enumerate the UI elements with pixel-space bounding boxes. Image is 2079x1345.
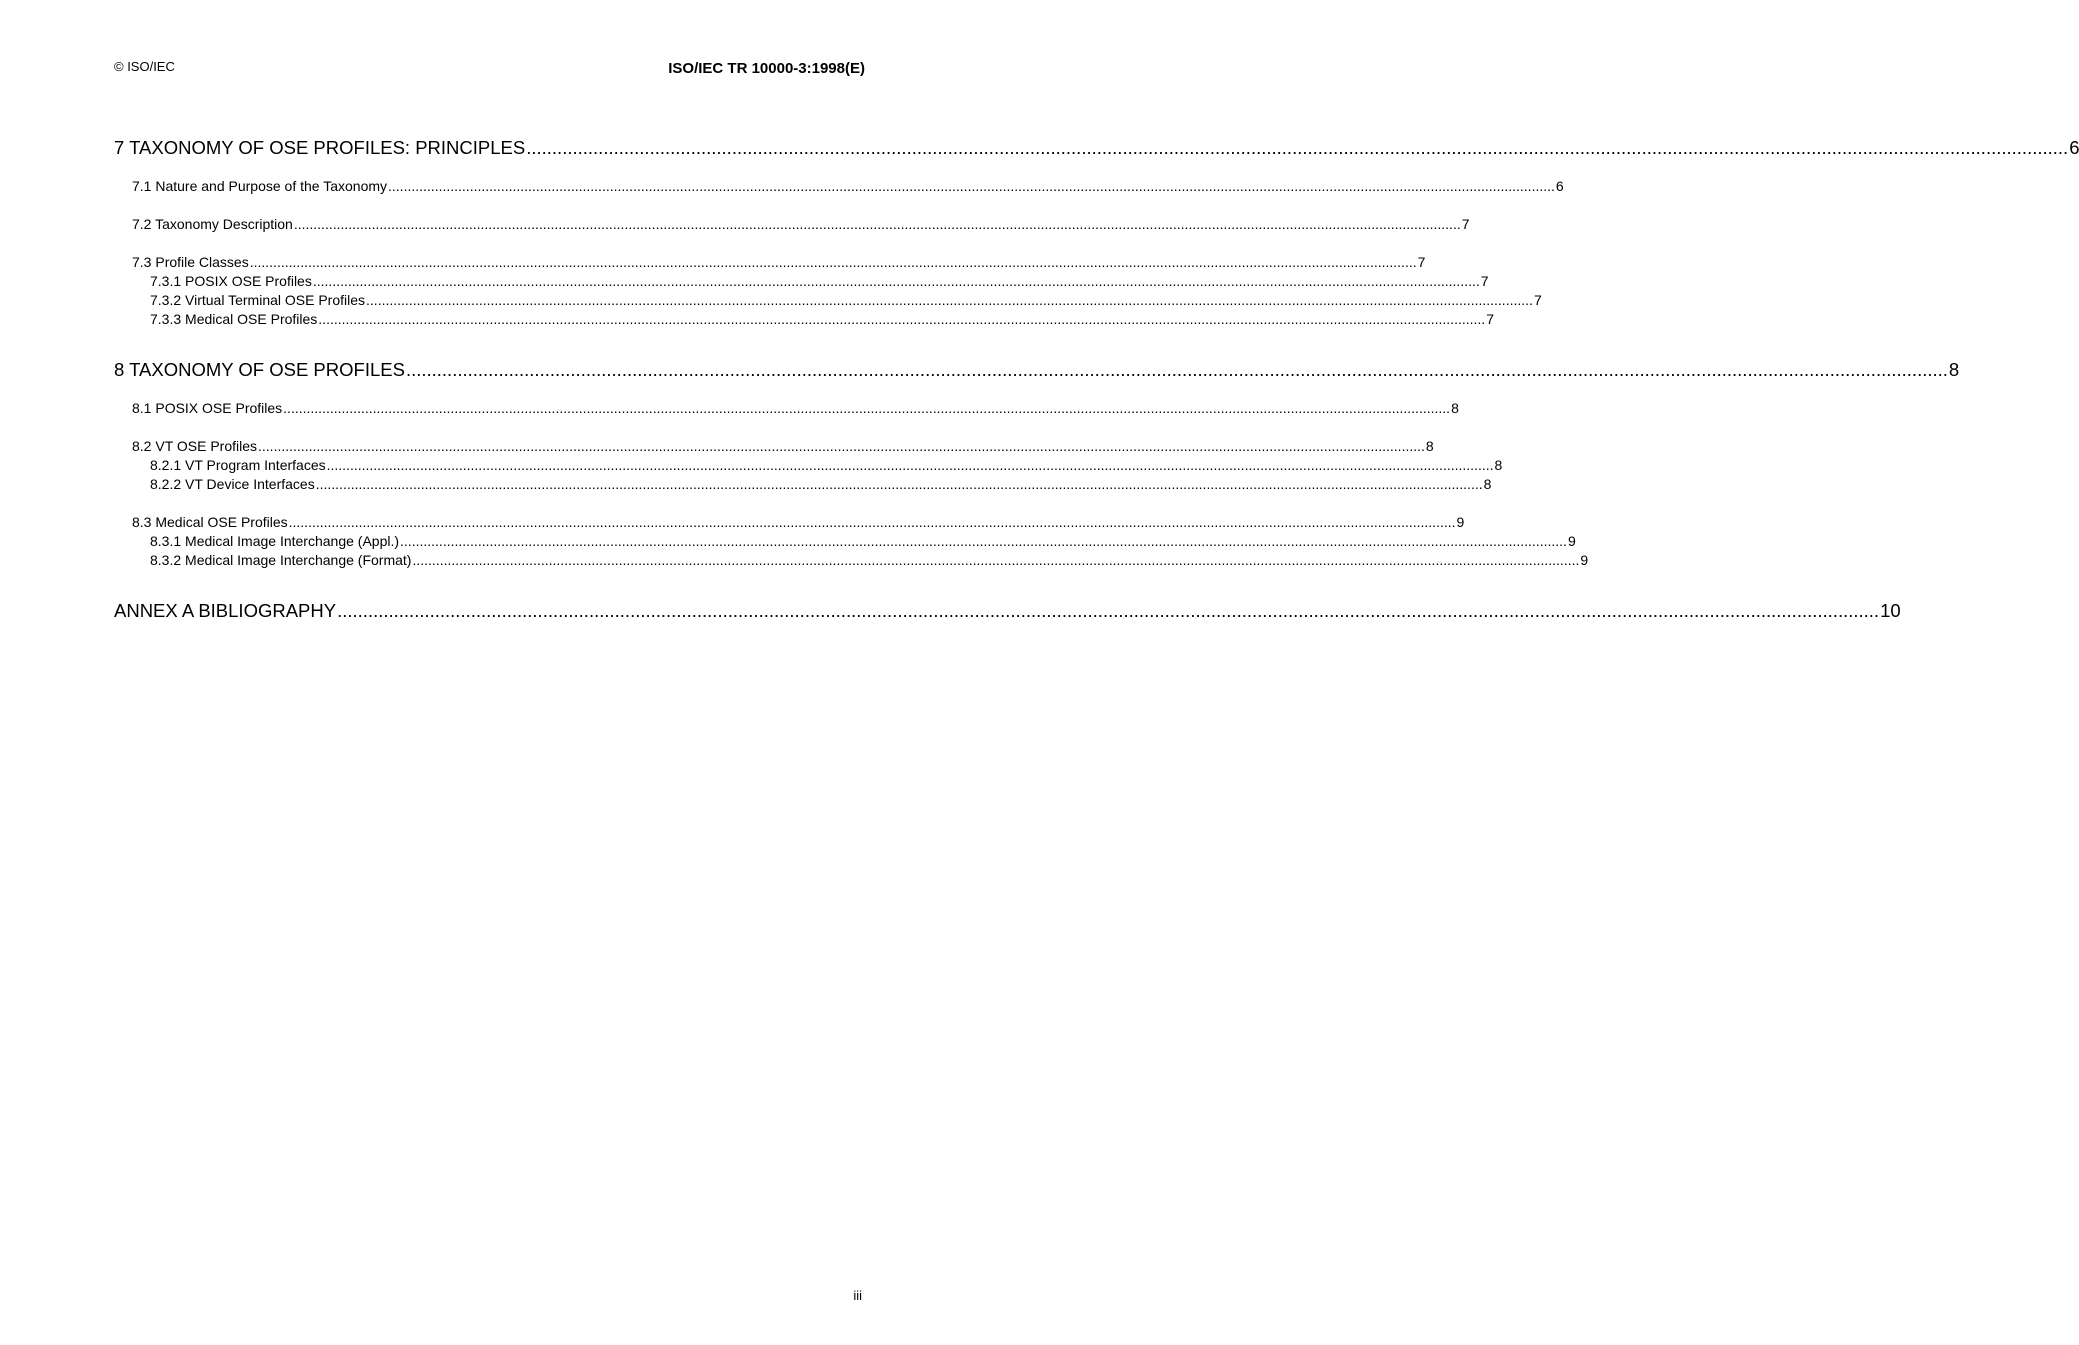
toc-entry-page: 8 <box>1451 400 1459 416</box>
toc-leader-dots: ............................................................................................................................................................................................................................................................................................................ <box>366 292 1533 308</box>
toc-entry-page: 9 <box>1580 552 1589 568</box>
toc-entry-page: 7 <box>1533 292 1542 308</box>
toc-leader-dots: ............................................................................................................................................................................................................................................................................................................ <box>388 178 1555 194</box>
toc-entry-title: ANNEX A BIBLIOGRAPHY <box>114 600 337 621</box>
toc-entry-8-2[interactable] <box>114 437 1434 456</box>
toc-entry-title: 8.2.1 VT Program Interfaces <box>150 457 326 473</box>
toc-leader-dots: ............................................................................................................................................................................................................................................................................................................ <box>318 311 1486 327</box>
toc-entry-title: 8 TAXONOMY OF OSE PROFILES <box>114 359 405 380</box>
toc-entry-8-1[interactable] <box>114 399 1459 418</box>
page-number: iii <box>853 1288 862 1303</box>
toc-entry-8-3-2[interactable] <box>114 551 1589 570</box>
toc-entry-page: 7 <box>1486 311 1494 327</box>
toc-entry-7-3[interactable] <box>114 253 1426 272</box>
toc-entry-title: 8.3 Medical OSE Profiles <box>132 514 288 530</box>
toc-leader-dots: ............................................................................................................................................................................................................................................................................................................ <box>283 400 1451 416</box>
toc-entry-title: 8.3.2 Medical Image Interchange (Format) <box>150 552 412 568</box>
toc-entry-7-3-2[interactable] <box>114 291 1542 310</box>
toc-entry-page: 9 <box>1567 533 1576 549</box>
toc-entry-8[interactable] <box>114 358 1960 382</box>
toc-leader-dots: ............................................................................................................................................................................................................................................................................................................ <box>526 137 2069 158</box>
toc-entry-title: 7.3.2 Virtual Terminal OSE Profiles <box>150 292 366 308</box>
toc-entry-page: 8 <box>1483 476 1492 492</box>
table-of-contents <box>114 136 2079 623</box>
toc-entry-title: 7.1 Nature and Purpose of the Taxonomy <box>132 178 388 194</box>
toc-leader-dots: ............................................................................................................................................................................................................................................................................................................ <box>405 359 1948 380</box>
toc-entry-title: 8.1 POSIX OSE Profiles <box>132 400 283 416</box>
toc-leader-dots: ............................................................................................................................................................................................................................................................................................................ <box>293 216 1461 232</box>
toc-entry-page: 9 <box>1456 514 1465 530</box>
toc-entry-8-2-2[interactable] <box>114 475 1492 494</box>
toc-entry-7-3-3[interactable] <box>114 310 1494 329</box>
toc-entry-page: 8 <box>1948 359 1960 380</box>
toc-entry-title: 8.3.1 Medical Image Interchange (Appl.) <box>150 533 400 549</box>
toc-leader-dots: ............................................................................................................................................................................................................................................................................................................ <box>412 552 1580 568</box>
toc-entry-7[interactable] <box>114 136 2079 160</box>
toc-entry-title: 7.2 Taxonomy Description <box>132 216 293 232</box>
toc-entry-title: 8.2 VT OSE Profiles <box>132 438 258 454</box>
toc-entry-page: 6 <box>1555 178 1564 194</box>
toc-entry-page: 6 <box>2069 137 2079 158</box>
toc-entry-8-3-1[interactable] <box>114 532 1576 551</box>
toc-leader-dots: ............................................................................................................................................................................................................................................................................................................ <box>249 254 1417 270</box>
toc-entry-7-3-1[interactable] <box>114 272 1489 291</box>
toc-entry-title: 7.3 Profile Classes <box>132 254 249 270</box>
toc-entry-page: 8 <box>1494 457 1503 473</box>
toc-leader-dots: ............................................................................................................................................................................................................................................................................................................ <box>288 514 1456 530</box>
toc-entry-page: 10 <box>1880 600 1901 621</box>
toc-entry-title: 7 TAXONOMY OF OSE PROFILES: PRINCIPLES <box>114 137 526 158</box>
toc-entry-7-2[interactable] <box>114 215 1470 234</box>
toc-entry-page: 7 <box>1417 254 1426 270</box>
toc-entry-title: 7.3.3 Medical OSE Profiles <box>150 311 318 327</box>
toc-entry-title: 7.3.1 POSIX OSE Profiles <box>150 273 312 289</box>
toc-leader-dots: ............................................................................................................................................................................................................................................................................................................ <box>337 600 1880 621</box>
toc-leader-dots: ............................................................................................................................................................................................................................................................................................................ <box>312 273 1480 289</box>
toc-leader-dots: ............................................................................................................................................................................................................................................................................................................ <box>315 476 1483 492</box>
toc-entry-page: 7 <box>1480 273 1489 289</box>
toc-leader-dots: ............................................................................................................................................................................................................................................................................................................ <box>326 457 1494 473</box>
header-document-id: ISO/IEC TR 10000-3:1998(E) <box>668 60 865 77</box>
toc-entry-8-3[interactable] <box>114 513 1465 532</box>
toc-entry-page: 7 <box>1461 216 1470 232</box>
header-copyright: © ISO/IEC <box>114 59 175 74</box>
toc-entry-title: 8.2.2 VT Device Interfaces <box>150 476 315 492</box>
toc-entry-annex-a[interactable] <box>114 599 1901 623</box>
toc-entry-page: 8 <box>1425 438 1434 454</box>
toc-leader-dots: ............................................................................................................................................................................................................................................................................................................ <box>258 438 1425 454</box>
toc-entry-8-2-1[interactable] <box>114 456 1503 475</box>
toc-leader-dots: ............................................................................................................................................................................................................................................................................................................ <box>400 533 1567 549</box>
toc-entry-7-1[interactable] <box>114 177 1564 196</box>
